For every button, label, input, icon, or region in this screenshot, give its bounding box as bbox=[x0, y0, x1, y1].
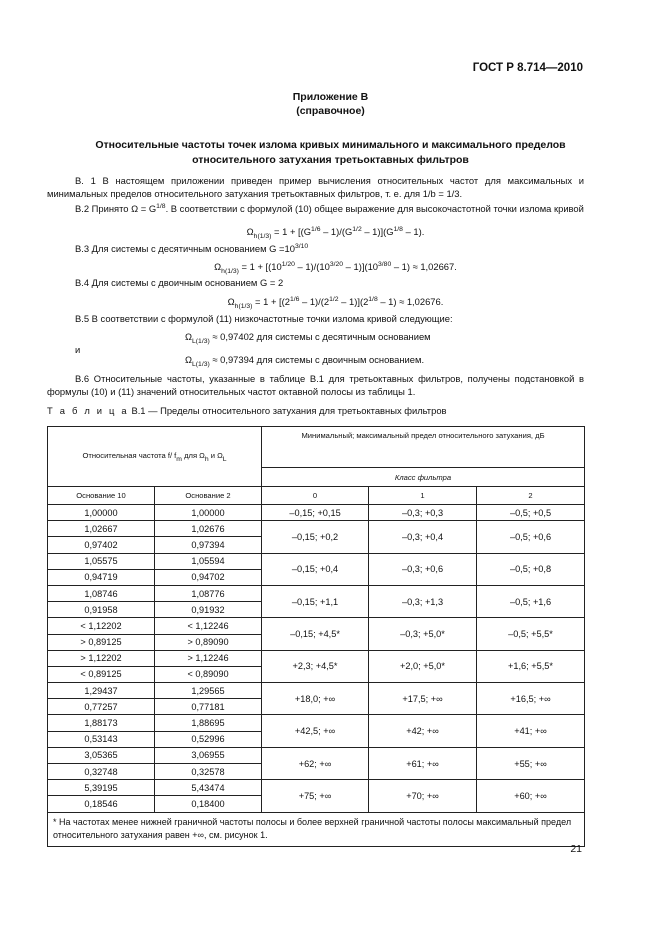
b2-exponent: 1/8 bbox=[156, 203, 166, 210]
omega-symbol: Ω bbox=[214, 261, 222, 272]
cell-base2: < 0,89090 bbox=[155, 666, 262, 682]
cell-base10: 1,02667 bbox=[48, 521, 155, 537]
cell-class2: +60; +∞ bbox=[477, 780, 585, 812]
cell-class2: +1,6; +5,5* bbox=[477, 650, 585, 682]
cell-class0: –0,15; +1,1 bbox=[262, 585, 369, 617]
formula-exponent: 1/2 bbox=[329, 296, 339, 303]
cell-base2: 1,02676 bbox=[155, 521, 262, 537]
table-caption-prefix: Т а б л и ц а bbox=[47, 405, 129, 416]
header-subscript: m bbox=[176, 455, 182, 463]
formula-exponent: 1/8 bbox=[368, 296, 378, 303]
cell-class1: +17,5; +∞ bbox=[369, 683, 477, 715]
formula-exponent: 1/8 bbox=[393, 226, 403, 233]
header-filter-class: Класс фильтра bbox=[262, 468, 585, 487]
table-row bbox=[48, 553, 585, 569]
cell-class0: +18,0; +∞ bbox=[262, 683, 369, 715]
header-class-1: 1 bbox=[369, 487, 477, 505]
formula-exponent: 3/20 bbox=[329, 261, 344, 268]
cell-class0: –0,15; +4,5* bbox=[262, 618, 369, 650]
paragraph-b1: В. 1 В настоящем приложении приведен пример вычисления относительных частот для максимальных и минимальных пределов относительного затухания третьоктавных фильтров, т. е. для 1/b = 1/3. bbox=[47, 175, 584, 199]
cell-base10: 0,53143 bbox=[48, 731, 155, 747]
formula-exponent: 1/2 bbox=[352, 226, 362, 233]
cell-base2: 0,18400 bbox=[155, 796, 262, 812]
cell-base10: 0,91958 bbox=[48, 602, 155, 618]
cell-base2: > 0,89090 bbox=[155, 634, 262, 650]
omega-subscript: L(1/3) bbox=[192, 361, 210, 368]
formula-low-binary bbox=[185, 353, 424, 371]
cell-class2: +55; +∞ bbox=[477, 747, 585, 779]
cell-base10: 5,39195 bbox=[48, 780, 155, 796]
cell-base2: 0,77181 bbox=[155, 699, 262, 715]
table-header-row bbox=[48, 487, 585, 505]
appendix-heading bbox=[0, 90, 661, 118]
cell-base2: 3,06955 bbox=[155, 747, 262, 763]
omega-subscript: L(1/3) bbox=[192, 338, 210, 345]
header-attenuation-limits: Минимальный; максимальный предел относительного затухания, дБ bbox=[262, 427, 585, 468]
cell-class2: +41; +∞ bbox=[477, 715, 585, 747]
omega-symbol: Ω bbox=[185, 354, 193, 365]
formula-part: = 1 + [(G bbox=[271, 226, 312, 237]
cell-base2: 0,91932 bbox=[155, 602, 262, 618]
formula-part: – 1)/(2 bbox=[299, 296, 330, 307]
table-caption bbox=[47, 405, 447, 416]
header-base-2: Основание 2 bbox=[155, 487, 262, 505]
cell-class0: +62; +∞ bbox=[262, 747, 369, 779]
document-standard-number: ГОСТ Р 8.714—2010 bbox=[472, 62, 583, 74]
table-footnote: * На частотах менее нижней граничной частоты полосы и более верхней граничной частоты полосы максимальный предел относительного затухания равен +∞, см. рисунок 1. bbox=[48, 812, 585, 846]
cell-class1: +70; +∞ bbox=[369, 780, 477, 812]
omega-symbol: Ω bbox=[227, 296, 235, 307]
header-text: для Ω bbox=[181, 450, 205, 460]
formula-part: – 1)](10 bbox=[343, 261, 378, 272]
paragraph-b3 bbox=[75, 240, 308, 255]
cell-base2: 0,94702 bbox=[155, 569, 262, 585]
cell-base2: 1,00000 bbox=[155, 505, 262, 521]
paragraph-b6: В.6 Относительные частоты, указанные в таблице В.1 для третьоктавных фильтров, получены подстановкой в формулы (10) и (11) значений относительных частот октавной полосы из таблицы 1. bbox=[47, 373, 584, 397]
formula-exponent: 3/80 bbox=[378, 261, 392, 268]
attenuation-limits-table bbox=[47, 426, 585, 847]
cell-class2: –0,5; +1,6 bbox=[477, 585, 585, 617]
paragraph-b5: В.5 В соответствии с формулой (11) низкочастотные точки излома кривой следующие: bbox=[75, 313, 453, 324]
cell-base2: 1,88695 bbox=[155, 715, 262, 731]
cell-base2: 0,32578 bbox=[155, 764, 262, 780]
table-caption-text: В.1 — Пределы относительного затухания для третьоктавных фильтров bbox=[128, 405, 447, 416]
cell-class0: –0,15; +0,2 bbox=[262, 521, 369, 553]
formula-part: – 1)](2 bbox=[338, 296, 369, 307]
b3-text: В.3 Для системы с десятичным основанием G =10 bbox=[75, 243, 295, 254]
cell-class2: –0,5; +0,6 bbox=[477, 521, 585, 553]
cell-base10: 1,00000 bbox=[48, 505, 155, 521]
formula-exponent: 1/6 bbox=[289, 296, 300, 303]
cell-base2: 0,97394 bbox=[155, 537, 262, 553]
cell-class2: –0,5; +5,5* bbox=[477, 618, 585, 650]
cell-class1: –0,3; +1,3 bbox=[369, 585, 477, 617]
formula-part: = 1 + [(10 bbox=[238, 261, 282, 272]
cell-class1: +61; +∞ bbox=[369, 747, 477, 779]
cell-base10: 0,32748 bbox=[48, 764, 155, 780]
cell-class0: +42,5; +∞ bbox=[262, 715, 369, 747]
table-row bbox=[48, 650, 585, 666]
cell-class0: +2,3; +4,5* bbox=[262, 650, 369, 682]
cell-base2: 1,05594 bbox=[155, 553, 262, 569]
omega-subscript: h(1/3) bbox=[221, 268, 239, 275]
cell-base10: > 0,89125 bbox=[48, 634, 155, 650]
formula-low-decimal bbox=[185, 330, 431, 348]
header-relative-frequency bbox=[48, 427, 262, 487]
formula-part: – 1) ≈ 1,02676. bbox=[377, 296, 444, 307]
header-class-0: 0 bbox=[262, 487, 369, 505]
paragraph-b2 bbox=[47, 200, 584, 215]
cell-class1: –0,3; +0,6 bbox=[369, 553, 477, 585]
conjunction-and: и bbox=[75, 344, 81, 355]
b2-text-b: . В соответствии с формулой (10) общее выражение для высокочастотной точки излома кривой bbox=[165, 203, 584, 214]
cell-class2: –0,5; +0,5 bbox=[477, 505, 585, 521]
header-subscript: h bbox=[204, 455, 209, 463]
cell-base10: 1,08746 bbox=[48, 585, 155, 601]
cell-base10: 0,97402 bbox=[48, 537, 155, 553]
cell-class1: +42; +∞ bbox=[369, 715, 477, 747]
table-row bbox=[48, 780, 585, 796]
table-row bbox=[48, 747, 585, 763]
cell-base10: 1,05575 bbox=[48, 553, 155, 569]
header-class-2: 2 bbox=[477, 487, 585, 505]
omega-symbol: Ω bbox=[246, 226, 254, 237]
formula-part: = 1 + [(2 bbox=[252, 296, 290, 307]
formula-part: – 1)/(10 bbox=[294, 261, 330, 272]
cell-class1: –0,3; +0,3 bbox=[369, 505, 477, 521]
cell-base10: < 1,12202 bbox=[48, 618, 155, 634]
b2-text-a: В.2 Принято Ω = G bbox=[75, 203, 157, 214]
formula-exponent: 1/20 bbox=[281, 261, 295, 268]
cell-base2: < 1,12246 bbox=[155, 618, 262, 634]
omega-subscript: h(1/3) bbox=[234, 303, 253, 310]
formula-exponent: 1/6 bbox=[311, 226, 321, 233]
formula-part: ≈ 0,97394 для системы с двоичным основанием. bbox=[209, 354, 425, 365]
cell-base10: 1,88173 bbox=[48, 715, 155, 731]
formula-part: – 1). bbox=[402, 226, 425, 237]
appendix-subtitle: (справочное) bbox=[296, 105, 365, 117]
table-header-row bbox=[48, 427, 585, 468]
cell-base10: 1,29437 bbox=[48, 683, 155, 699]
formula-part: – 1)/(G bbox=[320, 226, 353, 237]
header-text: и Ω bbox=[208, 450, 223, 460]
cell-class1: –0,3; +0,4 bbox=[369, 521, 477, 553]
cell-base10: 0,94719 bbox=[48, 569, 155, 585]
paragraph-b4: В.4 Для системы с двоичным основанием G = 2 bbox=[75, 277, 284, 288]
formula-binary bbox=[0, 293, 661, 313]
cell-class0: +75; +∞ bbox=[262, 780, 369, 812]
table-row bbox=[48, 505, 585, 521]
table-row bbox=[48, 715, 585, 731]
cell-base10: 3,05365 bbox=[48, 747, 155, 763]
cell-class2: +16,5; +∞ bbox=[477, 683, 585, 715]
cell-base2: 5,43474 bbox=[155, 780, 262, 796]
cell-base2: 1,08776 bbox=[155, 585, 262, 601]
cell-class0: –0,15; +0,4 bbox=[262, 553, 369, 585]
header-base-10: Основание 10 bbox=[48, 487, 155, 505]
cell-base2: 1,29565 bbox=[155, 683, 262, 699]
table-row bbox=[48, 521, 585, 537]
formula-part: – 1)](G bbox=[361, 226, 394, 237]
cell-base10: 0,18546 bbox=[48, 796, 155, 812]
section-title: Относительные частоты точек излома кривых минимального и максимального пределов относительного затухания третьоктавных фильтров bbox=[95, 139, 566, 166]
cell-base2: > 1,12246 bbox=[155, 650, 262, 666]
cell-class0: –0,15; +0,15 bbox=[262, 505, 369, 521]
table-footnote-row bbox=[48, 812, 585, 846]
table-row bbox=[48, 585, 585, 601]
table-row bbox=[48, 618, 585, 634]
page-number: 21 bbox=[570, 843, 582, 855]
header-text: Относительная частота f/ f bbox=[82, 450, 177, 460]
appendix-title: Приложение В bbox=[292, 91, 369, 103]
cell-class2: –0,5; +0,8 bbox=[477, 553, 585, 585]
formula-part: – 1) ≈ 1,02667. bbox=[391, 261, 457, 272]
omega-symbol: Ω bbox=[185, 331, 193, 342]
cell-base10: > 1,12202 bbox=[48, 650, 155, 666]
table-row bbox=[48, 683, 585, 699]
omega-subscript: h(1/3) bbox=[253, 233, 272, 240]
formula-decimal bbox=[0, 258, 661, 278]
header-subscript: L bbox=[222, 455, 227, 463]
cell-class1: +2,0; +5,0* bbox=[369, 650, 477, 682]
cell-class1: –0,3; +5,0* bbox=[369, 618, 477, 650]
cell-base10: < 0,89125 bbox=[48, 666, 155, 682]
b3-exponent: 3/10 bbox=[294, 243, 309, 250]
formula-part: ≈ 0,97402 для системы с десятичным основанием bbox=[209, 331, 431, 342]
cell-base10: 0,77257 bbox=[48, 699, 155, 715]
cell-base2: 0,52996 bbox=[155, 731, 262, 747]
